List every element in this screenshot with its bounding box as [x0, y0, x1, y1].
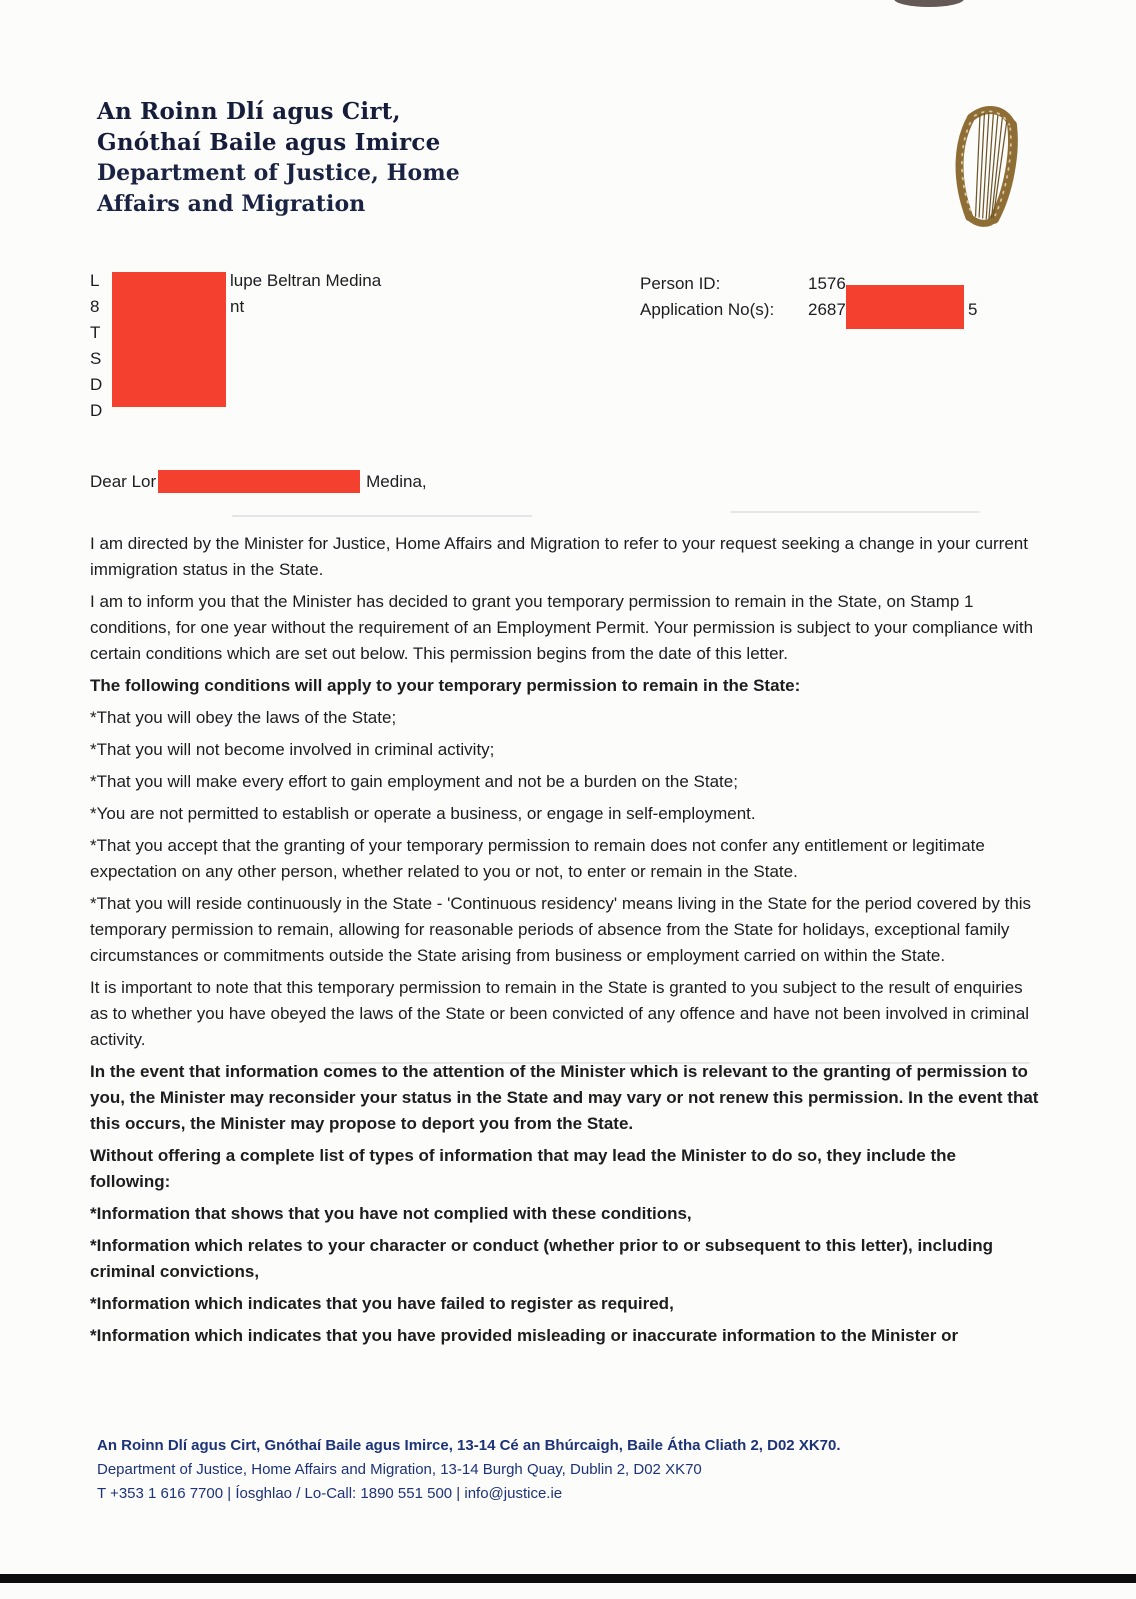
- application-no-label: Application No(s):: [640, 300, 775, 319]
- address-fragment: D: [90, 375, 103, 394]
- redaction-box: [158, 470, 360, 493]
- address-fragment: S: [90, 349, 102, 368]
- information-item: *Information that shows that you have not complied with these conditions,: [90, 1204, 692, 1223]
- condition-item: *That you will obey the laws of the State;: [90, 708, 397, 727]
- address-fragment: L: [90, 271, 100, 290]
- irish-harp-icon: [948, 100, 1028, 240]
- scan-streak-artifact: [330, 1062, 1030, 1064]
- condition-item: *That you accept that the granting of your temporary permission to remain does not confer any entitlement or legitimate expectation on any other person, whether related to you or not, to enter or remain in the State.: [90, 836, 985, 881]
- footer-address-irish: An Roinn Dlí agus Cirt, Gnóthaí Baile agus Imirce, 13-14 Cé an Bhúrcaigh, Baile Átha Cliath 2, D02 XK70.: [97, 1437, 841, 1454]
- footer-contact: T +353 1 616 7700 | Íosghlao / Lo-Call: 1890 551 500 | info@justice.ie: [97, 1485, 563, 1502]
- information-item: *Information which indicates that you have provided misleading or inaccurate information to the Minister or: [90, 1326, 959, 1345]
- address-line: [90, 320, 102, 346]
- address-line: [90, 268, 382, 294]
- information-item: *Information which indicates that you have failed to register as required,: [90, 1294, 674, 1313]
- department-name-irish-line1: An Roinn Dlí agus Cirt,: [97, 98, 401, 125]
- address-fragment: lupe Beltran Medina: [230, 271, 382, 290]
- salutation-suffix: Medina,: [366, 471, 427, 491]
- condition-item: *You are not permitted to establish or operate a business, or engage in self-employment.: [90, 804, 756, 823]
- address-line: [90, 372, 102, 398]
- address-line: [90, 294, 245, 320]
- body-paragraph: Without offering a complete list of types of information that may lead the Minister to do so, they include the following:: [90, 1146, 956, 1191]
- body-paragraph: In the event that information comes to the attention of the Minister which is relevant to the granting of permission to you, the Minister may reconsider your status in the State and may vary or not renew this permission. In the event that this occurs, the Minister may propose to deport you from the State.: [90, 1062, 1039, 1133]
- body-paragraph: I am directed by the Minister for Justice, Home Affairs and Migration to refer to your request seeking a change in your current immigration status in the State.: [90, 534, 1028, 579]
- condition-item: *That you will not become involved in criminal activity;: [90, 740, 495, 759]
- salutation-prefix: Dear Lor: [90, 471, 157, 491]
- letter-body: [90, 531, 1040, 1355]
- footer-address-english: Department of Justice, Home Affairs and Migration, 13-14 Burgh Quay, Dublin 2, D02 XK70: [97, 1461, 702, 1478]
- address-fragment: 8: [90, 297, 100, 316]
- letter-footer: [97, 1434, 1057, 1506]
- address-fragment: T: [90, 323, 101, 342]
- scan-streak-artifact: [730, 511, 980, 513]
- department-name-english-line2: Affairs and Migration: [97, 191, 366, 217]
- person-id-row: [640, 271, 846, 297]
- address-line: [90, 346, 102, 372]
- application-no-value: 2687: [808, 300, 846, 319]
- body-paragraph: I am to inform you that the Minister has decided to grant you temporary permission to remain in the State, on Stamp 1 conditions, for one year without the requirement of an Employment Permit. Your permission is subject to your compliance with certain conditions which are set out below. This permission begins from the date of this letter.: [90, 592, 1034, 663]
- department-name-english-line1: Department of Justice, Home: [97, 160, 460, 186]
- person-id-label: Person ID:: [640, 274, 721, 293]
- department-name-irish-line2: Gnóthaí Baile agus Imirce: [97, 129, 441, 156]
- department-header: [97, 96, 577, 220]
- conditions-heading: The following conditions will apply to your temporary permission to remain in the State:: [90, 676, 801, 695]
- person-id-value: 1576: [808, 274, 846, 293]
- application-no-row: [640, 297, 846, 323]
- scan-edge-artifact: [0, 1574, 1136, 1583]
- condition-item: *That you will reside continuously in the State - 'Continuous residency' means living in the State for the period covered by this temporary permission to remain, allowing for reasonable periods of absence from the State for holidays, exceptional family circumstances or commitments outside the State arising from business or employment carried on within the State.: [90, 894, 1032, 965]
- redaction-box: [846, 285, 964, 329]
- recipient-address: [90, 268, 382, 424]
- scan-streak-artifact: [232, 515, 532, 517]
- condition-item: *That you will make every effort to gain employment and not be a burden on the State;: [90, 772, 738, 791]
- address-fragment: nt: [230, 297, 245, 316]
- address-line: [90, 398, 102, 424]
- body-paragraph: It is important to note that this temporary permission to remain in the State is granted to you subject to the result of enquiries as to whether you have obeyed the laws of the State or been convicted of any offence and have not been involved in criminal activity.: [90, 978, 1030, 1049]
- salutation: [90, 470, 427, 493]
- redaction-box: [112, 272, 226, 407]
- information-item: *Information which relates to your character or conduct (whether prior to or subsequent to this letter), including criminal convictions,: [90, 1236, 993, 1281]
- reference-block: [640, 271, 846, 323]
- scan-smudge-artifact: [894, 0, 964, 7]
- application-no-suffix: 5: [968, 300, 978, 319]
- harp-logo: [948, 100, 1028, 240]
- address-fragment: D: [90, 401, 103, 420]
